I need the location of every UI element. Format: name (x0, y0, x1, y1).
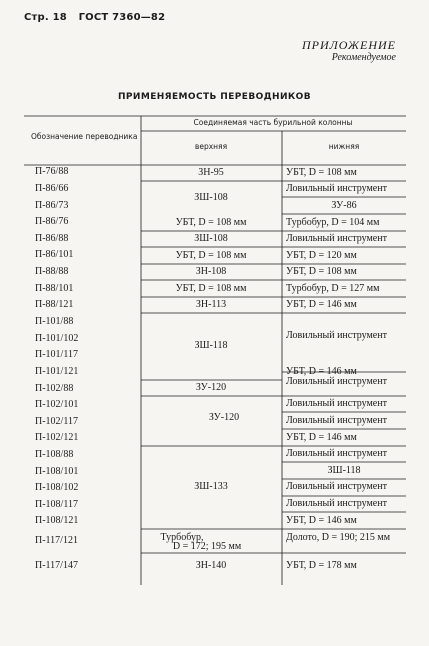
lower-cell: Ловильный инструмент (286, 233, 387, 244)
designation-cell: П-86/88 (35, 233, 69, 244)
designation-cell: П-86/73 (35, 200, 69, 211)
lower-cell: Ловильный инструмент (286, 376, 387, 387)
designation-cell: П-102/88 (35, 383, 74, 394)
upper-cell: ЗУ-120 (195, 382, 227, 393)
upper-cell: ЗШ-133 (194, 481, 228, 492)
designation-cell: П-102/117 (35, 416, 78, 427)
lower-cell: Ловильный инструмент (286, 183, 387, 194)
lower-cell: Ловильный инструмент (286, 448, 387, 459)
lower-cell: ЗУ-86 (331, 200, 357, 211)
lower-cell: УБТ, D = 146 мм (286, 299, 357, 310)
lower-cell: ЗШ-118 (327, 465, 361, 476)
header-lower: нижняя (328, 142, 360, 151)
upper-cell: ЗШ-108 (194, 192, 228, 203)
designation-cell: П-108/121 (35, 515, 79, 526)
designation-cell: П-101/121 (35, 366, 79, 377)
lower-cell: Долото, D = 190; 215 мм (286, 532, 391, 543)
lower-cell: Ловильный инструмент (286, 498, 387, 509)
header-designation: Обозначение переводника (31, 132, 138, 141)
designation-cell: П-88/88 (35, 266, 69, 277)
lower-cell: УБТ, D = 178 мм (286, 560, 357, 571)
appendix-title: ПРИЛОЖЕНИЕ (302, 38, 396, 52)
designation-cell: П-101/117 (35, 349, 78, 360)
page-label: Стр. 18 (24, 12, 67, 23)
lower-cell: УБТ, D = 146 мм (286, 515, 357, 526)
upper-cell: УБТ, D = 108 мм (175, 217, 247, 228)
header-upper: верхняя (194, 142, 228, 151)
designation-cell: П-86/66 (35, 183, 69, 194)
upper-cell: ЗШ-118 (194, 340, 228, 351)
designation-cell: П-117/121 (35, 535, 78, 546)
upper-cell: ЗН-95 (198, 167, 224, 178)
lower-cell: Турбобур, D = 127 мм (286, 283, 380, 294)
lower-cell: Ловильный инструмент (286, 415, 387, 426)
lower-cell: Ловильный инструмент (286, 330, 387, 341)
lower-cell: УБТ, D = 108 мм (286, 266, 357, 277)
upper-cell: ЗН-108 (195, 266, 227, 277)
designation-cell: П-108/101 (35, 466, 79, 477)
upper-cell: ЗШ-108 (194, 233, 228, 244)
designation-cell: П-88/101 (35, 283, 74, 294)
designation-cell: П-102/101 (35, 399, 79, 410)
lower-cell: Ловильный инструмент (286, 398, 387, 409)
upper-cell: ЗН-140 (195, 560, 227, 571)
designation-cell: П-86/76 (35, 216, 69, 227)
upper-cell: ЗУ-120 (208, 412, 240, 423)
upper-cell: D = 172; 195 мм (172, 541, 242, 552)
table-title: ПРИМЕНЯЕМОСТЬ ПЕРЕВОДНИКОВ (117, 92, 311, 102)
designation-cell: П-76/88 (35, 166, 69, 177)
lower-cell: УБТ, D = 146 мм (286, 366, 357, 377)
designation-cell: П-108/117 (35, 499, 78, 510)
appendix-subtitle: Рекомендуемое (331, 52, 396, 63)
designation-cell: П-102/121 (35, 432, 79, 443)
upper-cell: УБТ, D = 108 мм (175, 283, 247, 294)
lower-cell: УБТ, D = 120 мм (286, 250, 357, 261)
lower-cell: Ловильный инструмент (286, 481, 387, 492)
designation-cell: П-108/88 (35, 449, 74, 460)
lower-cell: УБТ, D = 108 мм (286, 167, 357, 178)
header-connected-part: Соединяемая часть бурильной колонны (193, 118, 353, 127)
upper-cell: ЗН-113 (195, 299, 227, 310)
designation-cell: П-117/147 (35, 560, 78, 571)
designation-cell: П-108/102 (35, 482, 79, 493)
lower-cell: Турбобур, D = 104 мм (286, 217, 380, 228)
designation-cell: П-101/102 (35, 333, 79, 344)
standard-number: ГОСТ 7360—82 (78, 12, 166, 23)
designation-cell: П-86/101 (35, 249, 74, 260)
designation-cell: П-101/88 (35, 316, 74, 327)
designation-cell: П-88/121 (35, 299, 74, 310)
upper-cell: Турбобур, (160, 532, 204, 543)
lower-cell: УБТ, D = 146 мм (286, 432, 357, 443)
upper-cell: УБТ, D = 108 мм (175, 250, 247, 261)
